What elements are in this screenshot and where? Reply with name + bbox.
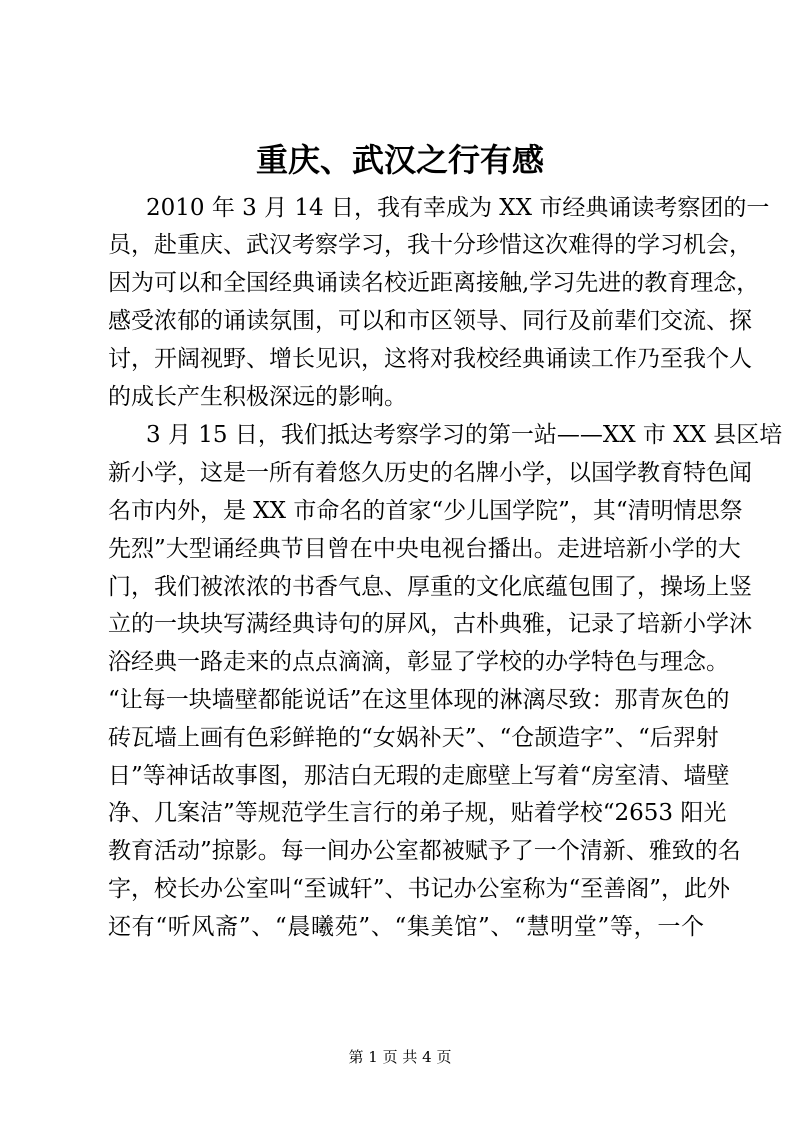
- paragraph-line: 门，我们被浓浓的书香气息、厚重的文化底蕴包围了，操场上竖: [108, 574, 752, 600]
- page-footer: 第 1 页 共 4 页: [348, 1048, 452, 1066]
- paragraph-line: 字，校长办公室叫“至诚轩”、书记办公室称为“至善阁”，此外: [108, 876, 731, 902]
- paragraph-line: 名市内外，是 XX 市命名的首家“少儿国学院”，其“清明情思祭: [108, 498, 743, 524]
- paragraph-line: 教育活动”掠影。每一间办公室都被赋予了一个清新、雅致的名: [108, 838, 741, 864]
- paragraph-line: 2010 年 3 月 14 日，我有幸成为 XX 市经典诵读考察团的一: [146, 195, 770, 221]
- paragraph-line: 的成长产生积极深远的影响。: [108, 384, 407, 410]
- paragraph-line: 砖瓦墙上画有色彩鲜艳的“女娲补天”、“仓颉造字”、“后羿射: [108, 725, 719, 751]
- document-title: 重庆、武汉之行有感: [255, 141, 544, 179]
- paragraph-line: 还有“听风斋”、“晨曦苑”、“集美馆”、“慧明堂”等，一个: [108, 914, 704, 940]
- paragraph-line: 感受浓郁的诵读氛围，可以和市区领导、同行及前辈们交流、探: [108, 308, 752, 334]
- paragraph-line: 日”等神话故事图，那洁白无瑕的走廊壁上写着“房室清、墙壁: [108, 763, 730, 789]
- paragraph-line: “让每一块墙壁都能说话”在这里体现的淋漓尽致：那青灰色的: [108, 687, 730, 713]
- paragraph-line: 新小学，这是一所有着悠久历史的名牌小学，以国学教育特色闻: [108, 460, 752, 486]
- paragraph-line: 因为可以和全国经典诵读名校近距离接触,学习先进的教育理念，: [108, 270, 760, 296]
- paragraph-line: 3 月 15 日，我们抵达考察学习的第一站——XX 市 XX 县区培: [146, 422, 783, 448]
- paragraph-line: 先烈”大型诵经典节目曾在中央电视台播出。走进培新小学的大: [108, 536, 741, 562]
- paragraph-line: 净、几案洁”等规范学生言行的弟子规，贴着学校“2653 阳光: [108, 800, 727, 826]
- paragraph-line: 浴经典一路走来的点点滴滴，彰显了学校的办学特色与理念。: [108, 649, 729, 675]
- paragraph-line: 立的一块块写满经典诗句的屏风，古朴典雅，记录了培新小学沐: [108, 611, 752, 637]
- paragraph-line: 讨，开阔视野、增长见识，这将对我校经典诵读工作乃至我个人: [108, 346, 752, 372]
- paragraph-line: 员，赴重庆、武汉考察学习，我十分珍惜这次难得的学习机会，: [108, 232, 752, 258]
